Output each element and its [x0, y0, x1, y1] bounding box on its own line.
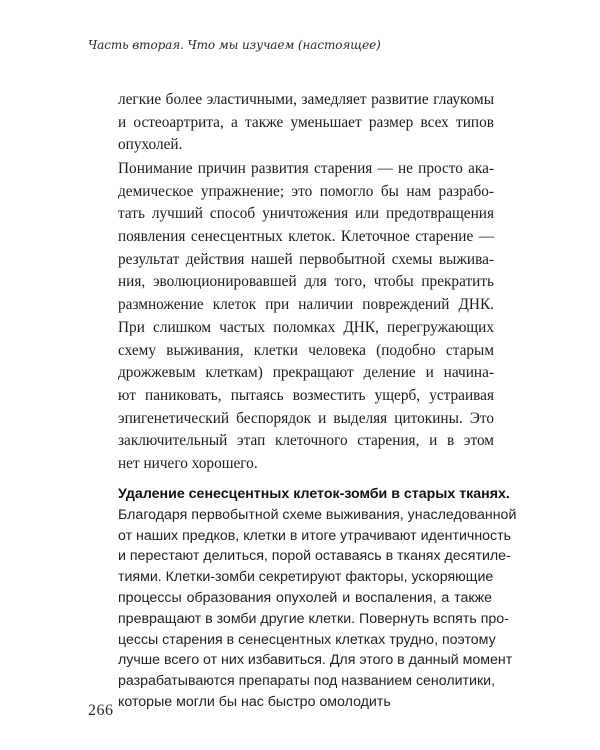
text-line: ют паниковать, пытаясь возместить ущерб, устраивая — [118, 386, 494, 404]
paragraph-continuation — [118, 89, 494, 157]
text-line: демическое упражнение; это помогло бы нам разрабо- — [118, 182, 494, 200]
text-line: легкие более эластичными, замедляет развитие глаукомы — [118, 91, 494, 108]
sidebar-line: Благодаря первобытной схеме выживания, унаследованной — [118, 506, 517, 523]
sidebar-line: цессы старения в сенесцентных клетках трудно, поэтому — [118, 631, 496, 648]
paragraph-senescence — [118, 158, 494, 476]
text-line: схему выживания, клетки человека (подобно старым — [118, 341, 494, 359]
text-line: и остеоартрита, а также уменьшает размер всех типов — [118, 113, 494, 131]
text-line: Понимание причин развития старения — не просто ака- — [118, 160, 494, 177]
sidebar-line: которые могли бы нас быстро омолодить — [118, 693, 391, 710]
text-line: ния, эволюционировавшей для того, чтобы прекратить — [118, 273, 494, 291]
sidebar-line: и перестают делиться, порой оставаясь в тканях десятиле- — [118, 548, 511, 565]
running-header: Часть вторая. Что мы изучаем (настоящее) — [88, 38, 381, 52]
sidebar-line: от наших предков, клетки в итоге утрачивают идентичность — [118, 527, 512, 544]
sidebar-line: превращают в зомби другие клетки. Повернуть вспять про- — [118, 610, 509, 627]
text-line: заключительный этап клеточного старения, и в этом — [118, 432, 494, 450]
sidebar-line: процессы образования опухолей и воспаления, а также — [118, 589, 492, 606]
sidebar-title: Удаление сенесцентных клеток-зомби в старых тканях. — [118, 486, 510, 502]
sidebar-box — [118, 484, 517, 713]
page-number: 266 — [88, 702, 114, 719]
text-line: размножение клеток при наличии повреждений ДНК. — [118, 296, 494, 314]
text-line: При слишком частых поломках ДНК, перегружающих — [118, 318, 494, 336]
text-line: дрожжевым клеткам) прекращают деление и начина- — [118, 364, 494, 382]
text-line: нет ничего хорошего. — [118, 454, 258, 472]
text-line: тать лучший способ уничтожения или предотвращения — [118, 205, 494, 223]
text-line: эпигенетический беспорядок и выделяя цитокины. Это — [118, 409, 494, 427]
sidebar-line: тиями. Клетки-зомби секретируют факторы, ускоряющие — [118, 569, 494, 586]
sidebar-line: лучше всего от них избавиться. Для этого в данный момент — [118, 652, 513, 669]
sidebar-line: разрабатываются препараты под названием сенолитики, — [118, 673, 496, 690]
text-line: результат действия нашей первобытной схемы выжива- — [118, 250, 494, 268]
text-line: появления сенесцентных клеток. Клеточное старение — — [118, 228, 494, 246]
text-line: опухолей. — [118, 136, 183, 154]
